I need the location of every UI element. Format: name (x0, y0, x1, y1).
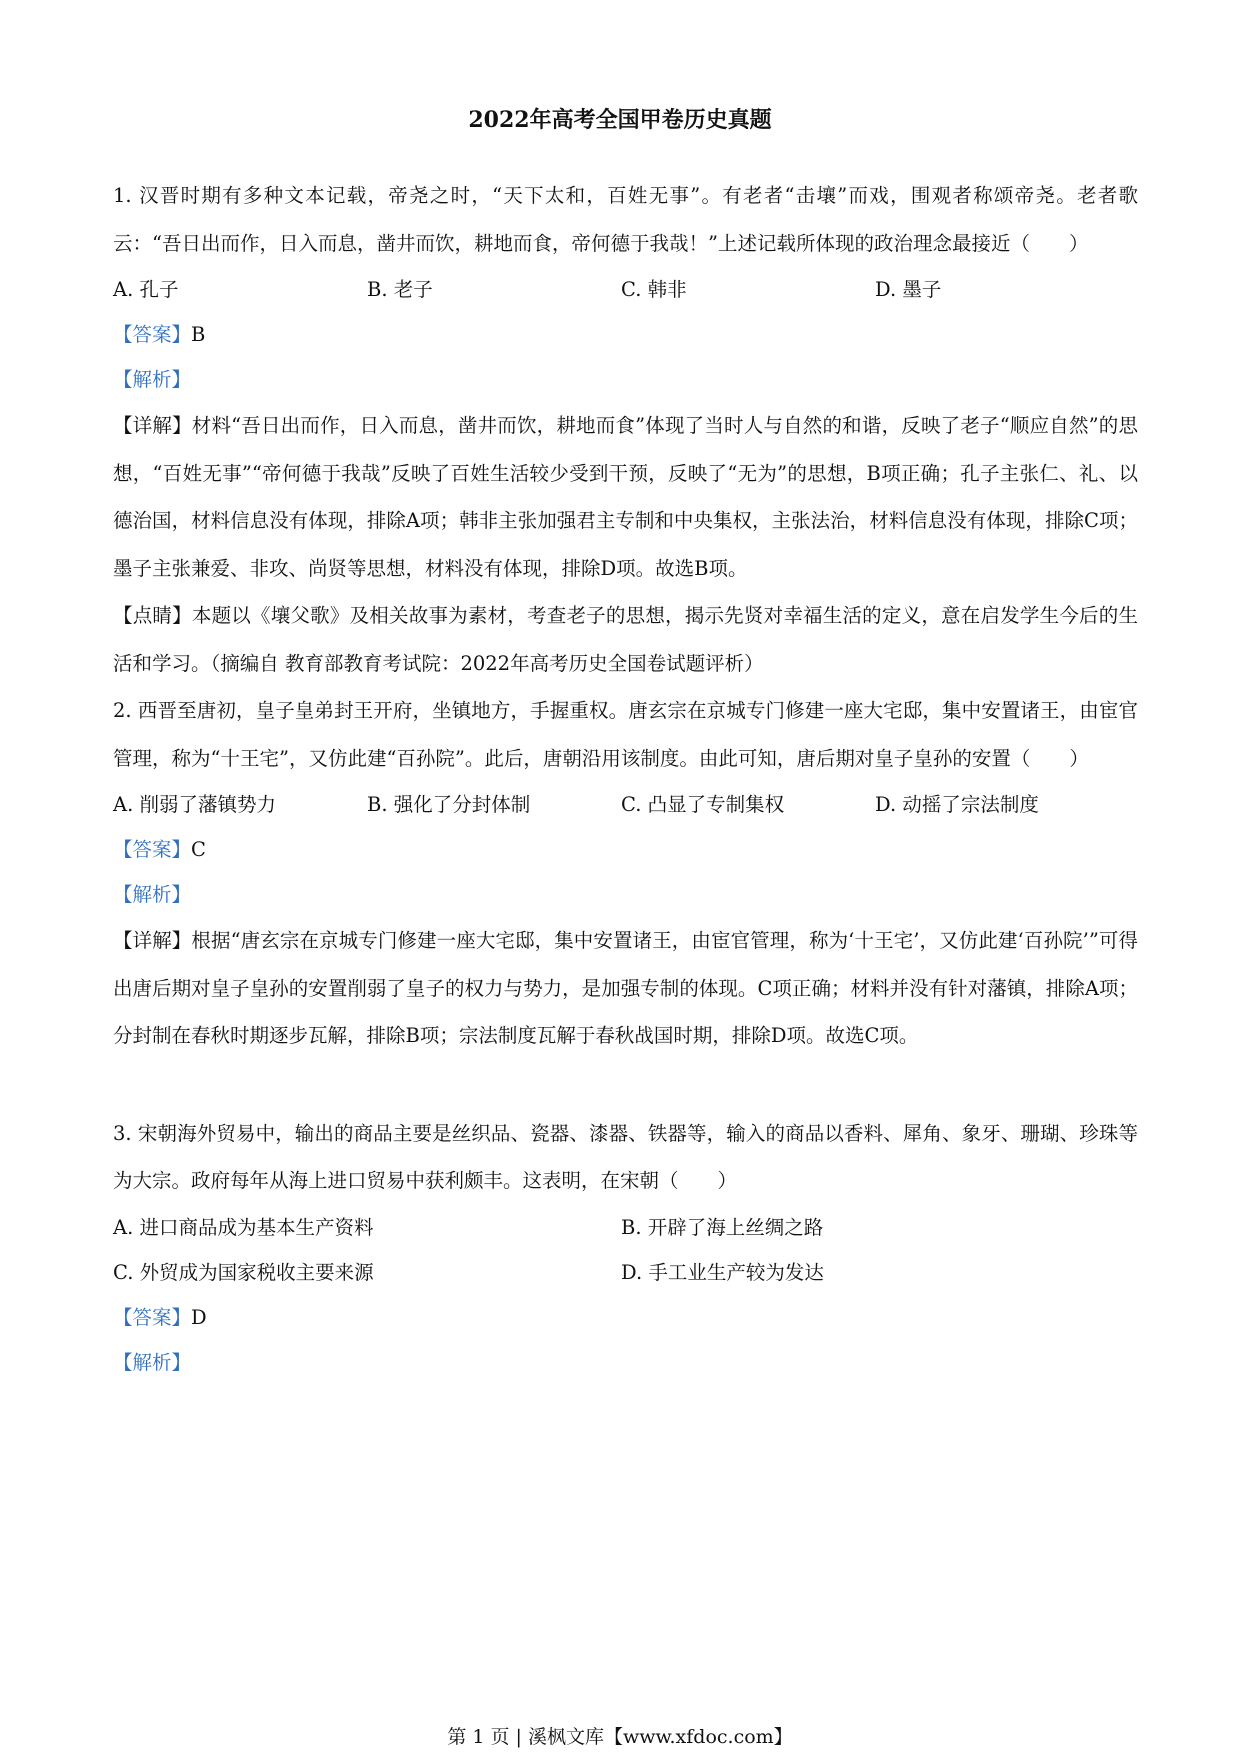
question-3-answer (113, 1295, 1138, 1340)
question-1-detail: 【详解】材料“吾日出而作，日入而息，凿井而饮，耕地而食”体现了当时人与自然的和谐，反映了老子“顺应自然”的思想，“百姓无事”“帝何德于我哉”反映了百姓生活较少受到干预，反映了“无为”的思想，B项正确；孔子主张仁、礼、以德治国，材料信息没有体现，排除A项；韩非主张加强君主专制和中央集权，主张法治，材料信息没有体现，排除C项；墨子主张兼爱、非攻、尚贤等思想，材料没有体现，排除D项。故选B项。 (113, 414, 1138, 580)
answer-value: B (191, 323, 206, 346)
question-1-option-b: B. 老子 (367, 278, 433, 301)
question-2-option-d: D. 动摇了宗法制度 (875, 793, 1039, 816)
question-1-option-a: A. 孔子 (113, 278, 179, 301)
page-footer: 第 1 页 | 溪枫文库【www.xfdoc.com】 (447, 1726, 793, 1748)
question-1-stem: 1. 汉晋时期有多种文本记载，帝尧之时，“天下太和，百姓无事”。有老者“击壤”而戏，围观者称颂帝尧。老者歌云：“吾日出而作，日入而息，凿井而饮，耕地而食，帝何德于我哉！”上述记载所体现的政治理念最接近（ ） (113, 184, 1138, 255)
question-1-answer (113, 312, 1138, 357)
question-1-option-d: D. 墨子 (875, 278, 942, 301)
answer-label: 【答案】 (113, 838, 192, 861)
answer-label: 【答案】 (113, 323, 192, 346)
question-3-option-a: A. 进口商品成为基本生产资料 (113, 1215, 374, 1239)
answer-value: D (191, 1305, 207, 1329)
question-2-option-b: B. 强化了分封体制 (367, 793, 531, 816)
question-3-options-row-2 (113, 1250, 1138, 1295)
question-2-option-a: A. 削弱了藩镇势力 (113, 793, 276, 816)
question-1-analysis-label: 【解析】 (113, 368, 192, 391)
question-3-option-b: B. 开辟了海上丝绸之路 (621, 1215, 824, 1239)
question-list (113, 172, 1138, 1385)
question-2-stem: 2. 西晋至唐初，皇子皇弟封王开府，坐镇地方，手握重权。唐玄宗在京城专门修建一座大宅邸，集中安置诸王，由宦官管理，称为“十王宅”，又仿此建“百孙院”。此后，唐朝沿用该制度。由此可知，唐后期对皇子皇孙的安置（ ） (113, 699, 1138, 770)
question-3-option-d: D. 手工业生产较为发达 (621, 1260, 824, 1284)
question-1-options (113, 267, 1138, 312)
question-2-detail: 【详解】根据“唐玄宗在京城专门修建一座大宅邸，集中安置诸王，由宦官管理，称为‘十王宅’，又仿此建‘百孙院’”可得出唐后期对皇子皇孙的安置削弱了皇子的权力与势力，是加强专制的体现。C项正确；材料并没有针对藩镇，排除A项；分封制在春秋时期逐步瓦解，排除B项；宗法制度瓦解于春秋战国时期，排除D项。故选C项。 (113, 929, 1138, 1047)
question-1-comment: 【点睛】本题以《壤父歌》及相关故事为素材，考查老子的思想，揭示先贤对幸福生活的定义，意在启发学生今后的生活和学习。（摘编自 教育部教育考试院：2022年高考历史全国卷试题评析） (113, 604, 1138, 675)
spacer (113, 1060, 1138, 1110)
answer-value: C (191, 838, 206, 861)
question-1-option-c: C. 韩非 (621, 278, 687, 301)
question-3-option-c: C. 外贸成为国家税收主要来源 (113, 1260, 374, 1284)
page-title: 2022年高考全国甲卷历史真题 (468, 107, 772, 133)
question-2-options (113, 782, 1138, 827)
question-2-option-c: C. 凸显了专制集权 (621, 793, 785, 816)
question-3-stem: 3. 宋朝海外贸易中，输出的商品主要是丝织品、瓷器、漆器、铁器等，输入的商品以香料、犀角、象牙、珊瑚、珍珠等为大宗。政府每年从海上进口贸易中获利颇丰。这表明，在宋朝（ ） (113, 1121, 1138, 1192)
question-2-answer (113, 827, 1138, 872)
answer-label: 【答案】 (113, 1305, 192, 1329)
question-3-options-row-1 (113, 1205, 1138, 1250)
question-3-analysis-label: 【解析】 (113, 1350, 192, 1374)
question-2-analysis-label: 【解析】 (113, 883, 192, 906)
